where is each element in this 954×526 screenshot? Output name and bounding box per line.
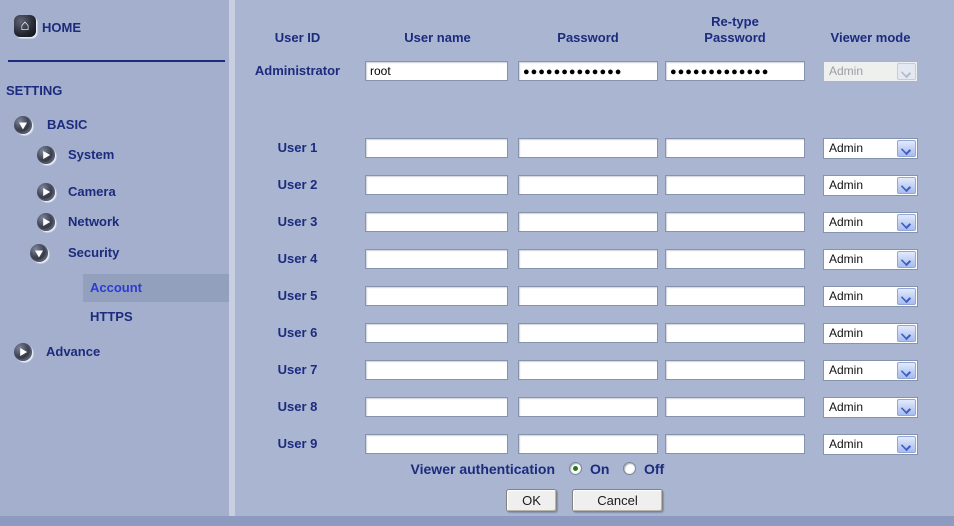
user-9-username-input[interactable] [365, 434, 508, 454]
sidebar-item-camera[interactable]: Camera [68, 184, 116, 199]
user-5-username-input[interactable] [365, 286, 508, 306]
home-icon[interactable]: ⌂ [14, 15, 36, 37]
sidebar-item-basic[interactable]: BASIC [47, 117, 88, 132]
row-label-user-8: User 8 [277, 399, 318, 414]
admin-password-input[interactable] [518, 61, 658, 81]
viewer-mode-value: Admin [829, 64, 864, 78]
viewer-mode-value: Admin [829, 252, 864, 266]
user-8-username-input[interactable] [365, 397, 508, 417]
user-4-retype-password-input[interactable] [665, 249, 805, 269]
dropdown-arrow-button[interactable] [897, 399, 916, 416]
user-4-viewer-mode-select[interactable] [823, 249, 918, 270]
triangle-down-icon [35, 251, 43, 258]
row-label-user-9: User 9 [277, 436, 318, 451]
viewer-mode-value: Admin [829, 437, 864, 451]
chevron-down-icon [901, 441, 911, 451]
user-7-viewer-mode-select[interactable] [823, 360, 918, 381]
viewer-mode-value: Admin [829, 141, 864, 155]
dropdown-arrow-button[interactable] [897, 436, 916, 453]
user-8-viewer-mode-select[interactable] [823, 397, 918, 418]
row-label-user-1: User 1 [277, 140, 318, 155]
account-settings-panel [235, 0, 954, 516]
triangle-right-icon [20, 348, 27, 356]
user-7-retype-password-input[interactable] [665, 360, 805, 380]
row-label-user-7: User 7 [277, 362, 318, 377]
user-6-viewer-mode-select[interactable] [823, 323, 918, 344]
expand-advance-icon[interactable] [14, 343, 32, 361]
sidebar [0, 0, 229, 516]
user-6-retype-password-input[interactable] [665, 323, 805, 343]
user-1-viewer-mode-select[interactable] [823, 138, 918, 159]
chevron-down-icon [901, 330, 911, 340]
viewer-mode-value: Admin [829, 326, 864, 340]
account-active-label: Account [90, 280, 142, 295]
row-label-user-2: User 2 [277, 177, 318, 192]
viewer-mode-value: Admin [829, 178, 864, 192]
column-header-retype: Re-type Password [704, 14, 766, 45]
user-6-username-input[interactable] [365, 323, 508, 343]
sidebar-item-advance[interactable]: Advance [46, 344, 101, 359]
user-2-password-input[interactable] [518, 175, 658, 195]
user-1-password-input[interactable] [518, 138, 658, 158]
dropdown-arrow-button[interactable] [897, 140, 916, 157]
expand-camera-icon[interactable] [37, 183, 55, 201]
user-5-retype-password-input[interactable] [665, 286, 805, 306]
chevron-down-icon [901, 367, 911, 377]
dropdown-arrow-button[interactable] [897, 251, 916, 268]
dropdown-arrow-button [897, 63, 916, 80]
admin-viewer-mode-select [823, 61, 918, 82]
dropdown-arrow-button[interactable] [897, 177, 916, 194]
sidebar-item-home[interactable]: HOME [42, 20, 81, 35]
user-4-password-input[interactable] [518, 249, 658, 269]
user-5-viewer-mode-select[interactable] [823, 286, 918, 307]
user-8-retype-password-input[interactable] [665, 397, 805, 417]
expand-system-icon[interactable] [37, 146, 55, 164]
triangle-down-icon [19, 123, 27, 130]
viewer-auth-off-label: Off [644, 461, 665, 477]
viewer-auth-on-label: On [590, 461, 610, 477]
expand-security-icon[interactable] [30, 244, 48, 262]
triangle-right-icon [43, 188, 50, 196]
user-1-retype-password-input[interactable] [665, 138, 805, 158]
sidebar-item-https[interactable]: HTTPS [90, 309, 133, 324]
user-9-retype-password-input[interactable] [665, 434, 805, 454]
viewer-authentication-label: Viewer authentication [410, 461, 555, 477]
dropdown-arrow-button[interactable] [897, 325, 916, 342]
chevron-down-icon [901, 219, 911, 229]
user-7-username-input[interactable] [365, 360, 508, 380]
viewer-auth-on-radio[interactable] [569, 462, 582, 475]
user-9-password-input[interactable] [518, 434, 658, 454]
sidebar-separator [8, 60, 225, 62]
user-2-viewer-mode-select[interactable] [823, 175, 918, 196]
row-label-user-6: User 6 [277, 325, 318, 340]
admin-retype-password-input[interactable] [665, 61, 805, 81]
chevron-down-icon [901, 68, 911, 78]
column-header-viewer-mode: Viewer mode [830, 30, 911, 45]
row-label-user-4: User 4 [277, 251, 318, 266]
chevron-down-icon [901, 145, 911, 155]
viewer-mode-value: Admin [829, 289, 864, 303]
user-2-username-input[interactable] [365, 175, 508, 195]
user-3-retype-password-input[interactable] [665, 212, 805, 232]
chevron-down-icon [901, 404, 911, 414]
user-7-password-input[interactable] [518, 360, 658, 380]
row-label-user-5: User 5 [277, 288, 318, 303]
viewer-mode-value: Admin [829, 363, 864, 377]
user-3-viewer-mode-select[interactable] [823, 212, 918, 233]
row-label-administrator: Administrator [254, 63, 341, 78]
setting-heading: SETTING [6, 83, 63, 98]
dropdown-arrow-button[interactable] [897, 288, 916, 305]
viewer-auth-off-radio[interactable] [623, 462, 636, 475]
cancel-button[interactable]: Cancel [572, 489, 663, 512]
user-4-username-input[interactable] [365, 249, 508, 269]
sidebar-item-system[interactable]: System [68, 147, 115, 162]
column-header-password: Password [557, 30, 619, 45]
column-header-user-name: User name [404, 30, 471, 45]
triangle-right-icon [43, 218, 50, 226]
sidebar-item-network[interactable]: Network [68, 214, 120, 229]
viewer-mode-value: Admin [829, 400, 864, 414]
user-6-password-input[interactable] [518, 323, 658, 343]
user-2-retype-password-input[interactable] [665, 175, 805, 195]
row-label-user-3: User 3 [277, 214, 318, 229]
user-9-viewer-mode-select[interactable] [823, 434, 918, 455]
chevron-down-icon [901, 256, 911, 266]
user-1-username-input[interactable] [365, 138, 508, 158]
column-header-user-id: User ID [274, 30, 321, 45]
chevron-down-icon [901, 293, 911, 303]
expand-network-icon[interactable] [37, 213, 55, 231]
user-8-password-input[interactable] [518, 397, 658, 417]
ok-button[interactable]: OK [506, 489, 557, 512]
expand-basic-icon[interactable] [14, 116, 32, 134]
dropdown-arrow-button[interactable] [897, 362, 916, 379]
chevron-down-icon [901, 182, 911, 192]
triangle-right-icon [43, 151, 50, 159]
sidebar-item-security[interactable]: Security [68, 245, 120, 260]
user-3-username-input[interactable] [365, 212, 508, 232]
viewer-mode-value: Admin [829, 215, 864, 229]
sidebar-item-account[interactable] [83, 274, 229, 302]
user-3-password-input[interactable] [518, 212, 658, 232]
dropdown-arrow-button[interactable] [897, 214, 916, 231]
admin-username-input[interactable] [365, 61, 508, 81]
user-5-password-input[interactable] [518, 286, 658, 306]
